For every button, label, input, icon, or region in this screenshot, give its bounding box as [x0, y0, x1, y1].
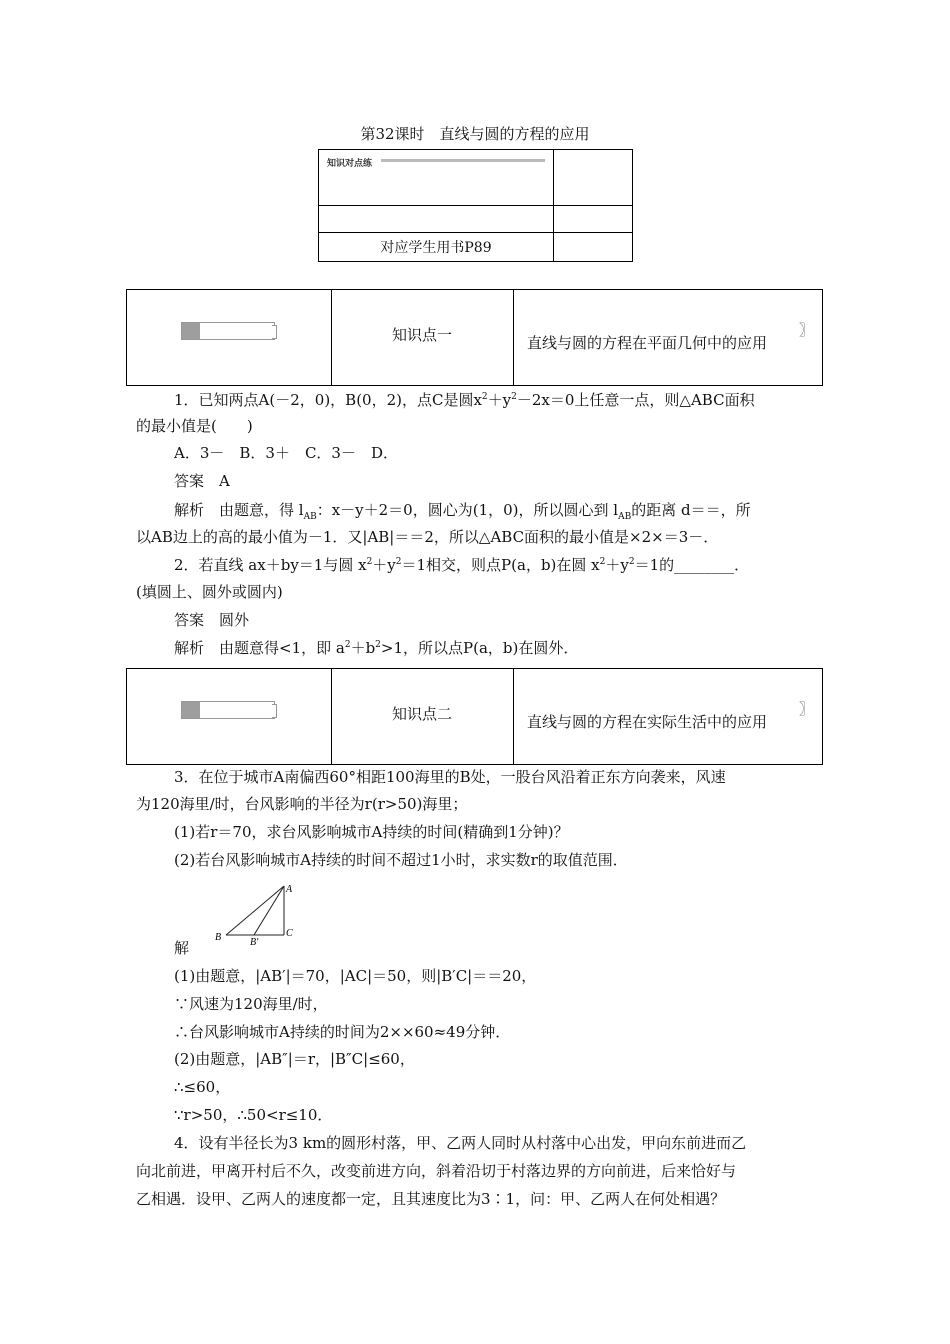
bracket-icon: 〗	[799, 323, 813, 339]
page-title: 第32课时 直线与圆的方程的应用	[360, 125, 590, 143]
q3-part2: (2)若台风影响城市A持续的时间不超过1小时，求实数r的取值范围．	[174, 851, 628, 869]
bracket-icon: 〗	[799, 702, 813, 718]
figure-label-c: C	[286, 928, 293, 939]
section-label: 知识点二	[391, 705, 452, 723]
header-empty-cell	[554, 206, 633, 233]
header-empty-cell	[319, 206, 554, 233]
q3-solution-label: 解	[174, 939, 190, 957]
q1-options: A．3－ B．3＋ C．3－ D．	[174, 444, 398, 462]
section-box-1	[126, 289, 823, 386]
triangle-figure	[210, 880, 300, 946]
figure-label-b: B	[215, 932, 222, 943]
progress-bar-icon	[181, 322, 275, 340]
q2-explanation: 解析 由题意得<1，即 $a^2+b^2>1$，所以点P(a，b)在圆外．	[174, 639, 579, 657]
figure-label-b-prime: B′	[250, 937, 259, 946]
header-box	[318, 149, 633, 262]
section-label: 知识点一	[391, 326, 452, 344]
figure-label-a: A	[286, 884, 293, 895]
section-title: 直线与圆的方程在实际生活中的应用	[527, 713, 768, 731]
q4-line2: 向北前进，甲离开村后不久，改变前进方向，斜着沿切于村落边界的方向前进，后来恰好与	[136, 1162, 737, 1180]
section-title: 直线与圆的方程在平面几何中的应用	[527, 334, 768, 352]
progress-bar-icon	[181, 701, 275, 719]
q2-answer: 答案 圆外	[174, 611, 250, 629]
header-logo-cell	[319, 150, 554, 206]
q2-line1: 2．若直线 ax＋by＝1与圆 $x^2+y^2=1$相交，则点P(a，b)在圆 $x^2+y^2=1$的________．	[174, 556, 750, 574]
header-empty-cell	[554, 150, 633, 206]
q1-explanation-line2: 以AB边上的高的最小值为－1．又|AB|＝＝2，所以△ABC面积的最小值是×2×＝3－．	[136, 528, 719, 546]
q4-line1: 4．设有半径长为3 km的圆形村落，甲、乙两人同时从村落中心出发，甲向东前进而乙	[174, 1134, 747, 1152]
header-empty-cell	[554, 233, 633, 262]
q3-line2: 为120海里/时，台风影响的半径为r(r>50)海里；	[136, 795, 468, 813]
logo-underline	[381, 159, 545, 162]
q1-line1: 1．已知两点A(－2，0)，B(0，2)，点C是圆$x^2+y^2-2x=0$上任意一点，则△ABC面积	[174, 391, 755, 409]
q3-part1: (1)若r＝70，求台风影响城市A持续的时间(精确到1分钟)？	[174, 823, 569, 841]
q3-solution-line6: ∵r>50，∴50<r≤10．	[174, 1106, 333, 1124]
logo-text: 知识对点练	[327, 159, 373, 169]
book-reference: 对应学生用书P89	[319, 233, 554, 262]
q1-line2: 的最小值是( )	[136, 417, 253, 435]
q3-solution-line4: (2)由题意，|AB″|＝r，|B″C|≤60，	[174, 1050, 415, 1068]
section-box-2	[126, 668, 823, 765]
q3-solution-line2: ∵风速为120海里/时，	[174, 995, 328, 1013]
q1-answer: 答案 A	[174, 472, 230, 490]
q3-solution-line1: (1)由题意，|AB′|＝70，|AC|＝50，则|B′C|＝＝20，	[174, 967, 537, 985]
q2-line2: (填圆上、圆外或圆内)	[136, 583, 283, 601]
q3-solution-line3: ∴台风影响城市A持续的时间为2××60≈49分钟．	[174, 1023, 511, 1041]
q4-line3: 乙相遇．设甲、乙两人的速度都一定，且其速度比为3∶1，问：甲、乙两人在何处相遇？	[136, 1190, 726, 1208]
q3-solution-line5: ∴≤60，	[174, 1078, 231, 1096]
q3-line1: 3．在位于城市A南偏西60°相距100海里的B处，一股台风沿着正东方向袭来，风速	[174, 768, 726, 786]
q1-explanation-line1: 解析 由题意，得 $l_{AB}$：x－y＋2＝0，圆心为(1，0)，所以圆心到 $l_{AB}$的距离 d＝＝，所	[174, 501, 751, 522]
